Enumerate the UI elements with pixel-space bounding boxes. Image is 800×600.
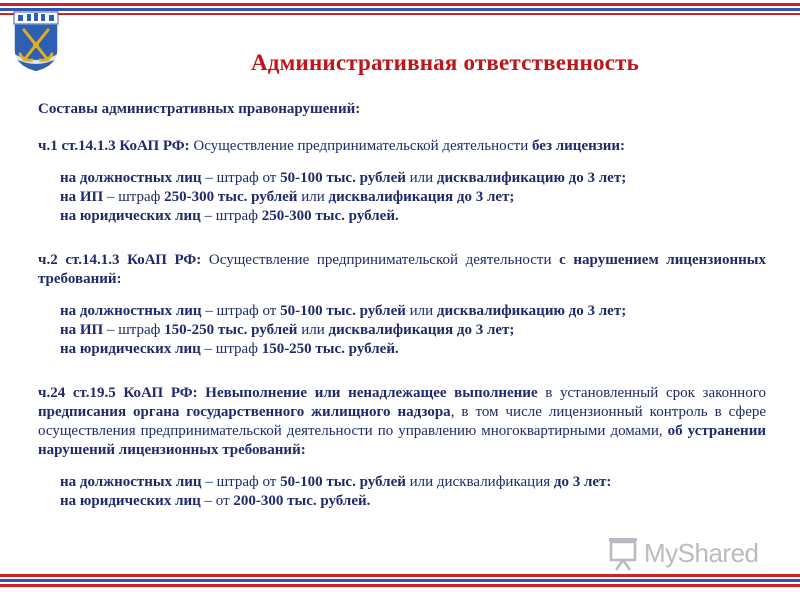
penalty-item: на должностных лиц – штраф от 50-100 тыс. рублей или дисквалификацию до 3 лет; (60, 170, 627, 186)
article-1-block (38, 137, 766, 226)
section-heading: Составы административных правонарушений: (38, 101, 361, 117)
article-2-ref: ч.2 ст.14.1.3 КоАП РФ: (38, 252, 202, 268)
article-1-ref: ч.1 ст.14.1.3 КоАП РФ: (38, 138, 190, 154)
article-2-penalties (60, 302, 766, 359)
penalty-item: на юридических лиц – штраф 250-300 тыс. рублей. (60, 208, 399, 224)
myshared-watermark (606, 536, 766, 572)
article-3-penalties (60, 473, 766, 511)
penalty-item: на юридических лиц – от 200-300 тыс. рублей. (60, 493, 371, 509)
penalty-item: на должностных лиц – штраф от 50-100 тыс. рублей или дисквалификация до 3 лет: (60, 474, 612, 490)
penalty-item: на юридических лиц – штраф 150-250 тыс. рублей. (60, 341, 399, 357)
article-2-block (38, 251, 766, 359)
article-1-violation: без лицензии: (532, 138, 626, 154)
watermark-text: MyShared (644, 538, 759, 568)
article-3-text: ч.24 ст.19.5 КоАП РФ: Невыполнение или ненадлежащее выполнение в установленный срок законного предписания органа государственного жилищного надзора, в том числе лицензионный контроль в сфере осуществления предпринимательской деятельности по управлению многоквартирными домами, об устранении нарушений лицензионных требований: (38, 385, 767, 458)
penalty-item: на должностных лиц – штраф от 50-100 тыс. рублей или дисквалификацию до 3 лет; (60, 303, 627, 319)
article-3-violation: об устранении нарушений лицензионных требований: (38, 423, 766, 458)
article-2-violation: с нарушением лицензионных требований: (38, 252, 766, 287)
top-flag-band (0, 0, 800, 20)
main-content (38, 100, 766, 511)
penalty-item: на ИП – штраф 150-250 тыс. рублей или дисквалификация до 3 лет; (60, 322, 515, 338)
article-2-text: ч.2 ст.14.1.3 КоАП РФ: Осуществление предпринимательской деятельности с нарушением лицензионных требований: (38, 252, 766, 287)
article-1-text: ч.1 ст.14.1.3 КоАП РФ: Осуществление предпринимательской деятельности без лицензии: (38, 138, 626, 154)
bottom-flag-band (0, 574, 800, 588)
penalty-item: на ИП – штраф 250-300 тыс. рублей или дисквалификация до 3 лет; (60, 189, 515, 205)
article-1-penalties (60, 169, 766, 226)
page-title: Административная ответственность (251, 50, 639, 75)
article-3-ref: ч.24 ст.19.5 КоАП РФ: (38, 385, 198, 401)
article-3-block (38, 384, 766, 511)
projector-screen-icon (606, 536, 640, 572)
